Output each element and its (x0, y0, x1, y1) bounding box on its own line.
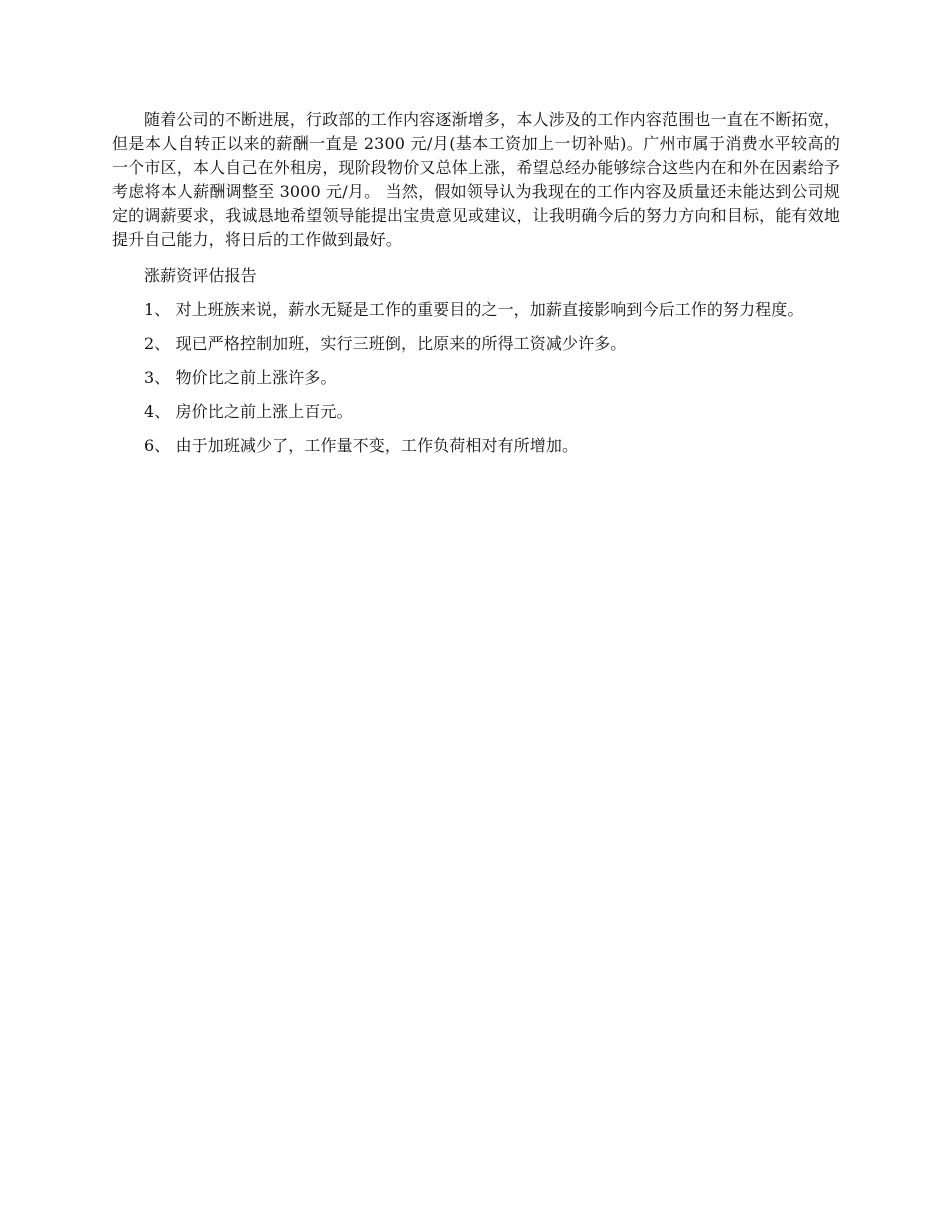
list-item: 2、 现已严格控制加班，实行三班倒，比原来的所得工资减少许多。 (144, 334, 627, 353)
section-title: 涨薪资评估报告 (144, 266, 257, 285)
list-item: 3、 物价比之前上涨许多。 (144, 368, 337, 387)
intro-paragraph: 随着公司的不断进展，行政部的工作内容逐渐增多，本人涉及的工作内容范围也一直在不断拓宽，但是本人自转正以来的薪酬一直是 2300 元/月(基本工资加上一切补贴)。广州市属于消费水平较高的一个市区，本人自己在外租房，现阶段物价又总体上涨，希望总经办能够综合这些内在和外在因素给予考虑将本人薪酬调整至 3000 元/月。 当然，假如领导认为我现在的工作内容及质量还未能达到公司规定的调薪要求，我诚恳地希望领导能提出宝贵意见或建议，让我明确今后的努力方向和目标，能有效地提升自己能力，将日后的工作做到最好。 (112, 110, 840, 249)
document-page (112, 108, 840, 468)
list-item: 6、 由于加班减少了，工作量不变，工作负荷相对有所增加。 (144, 436, 579, 455)
list-item: 4、 房价比之前上涨上百元。 (144, 402, 353, 421)
list-item: 1、 对上班族来说，薪水无疑是工作的重要目的之一，加薪直接影响到今后工作的努力程度。 (144, 300, 804, 319)
